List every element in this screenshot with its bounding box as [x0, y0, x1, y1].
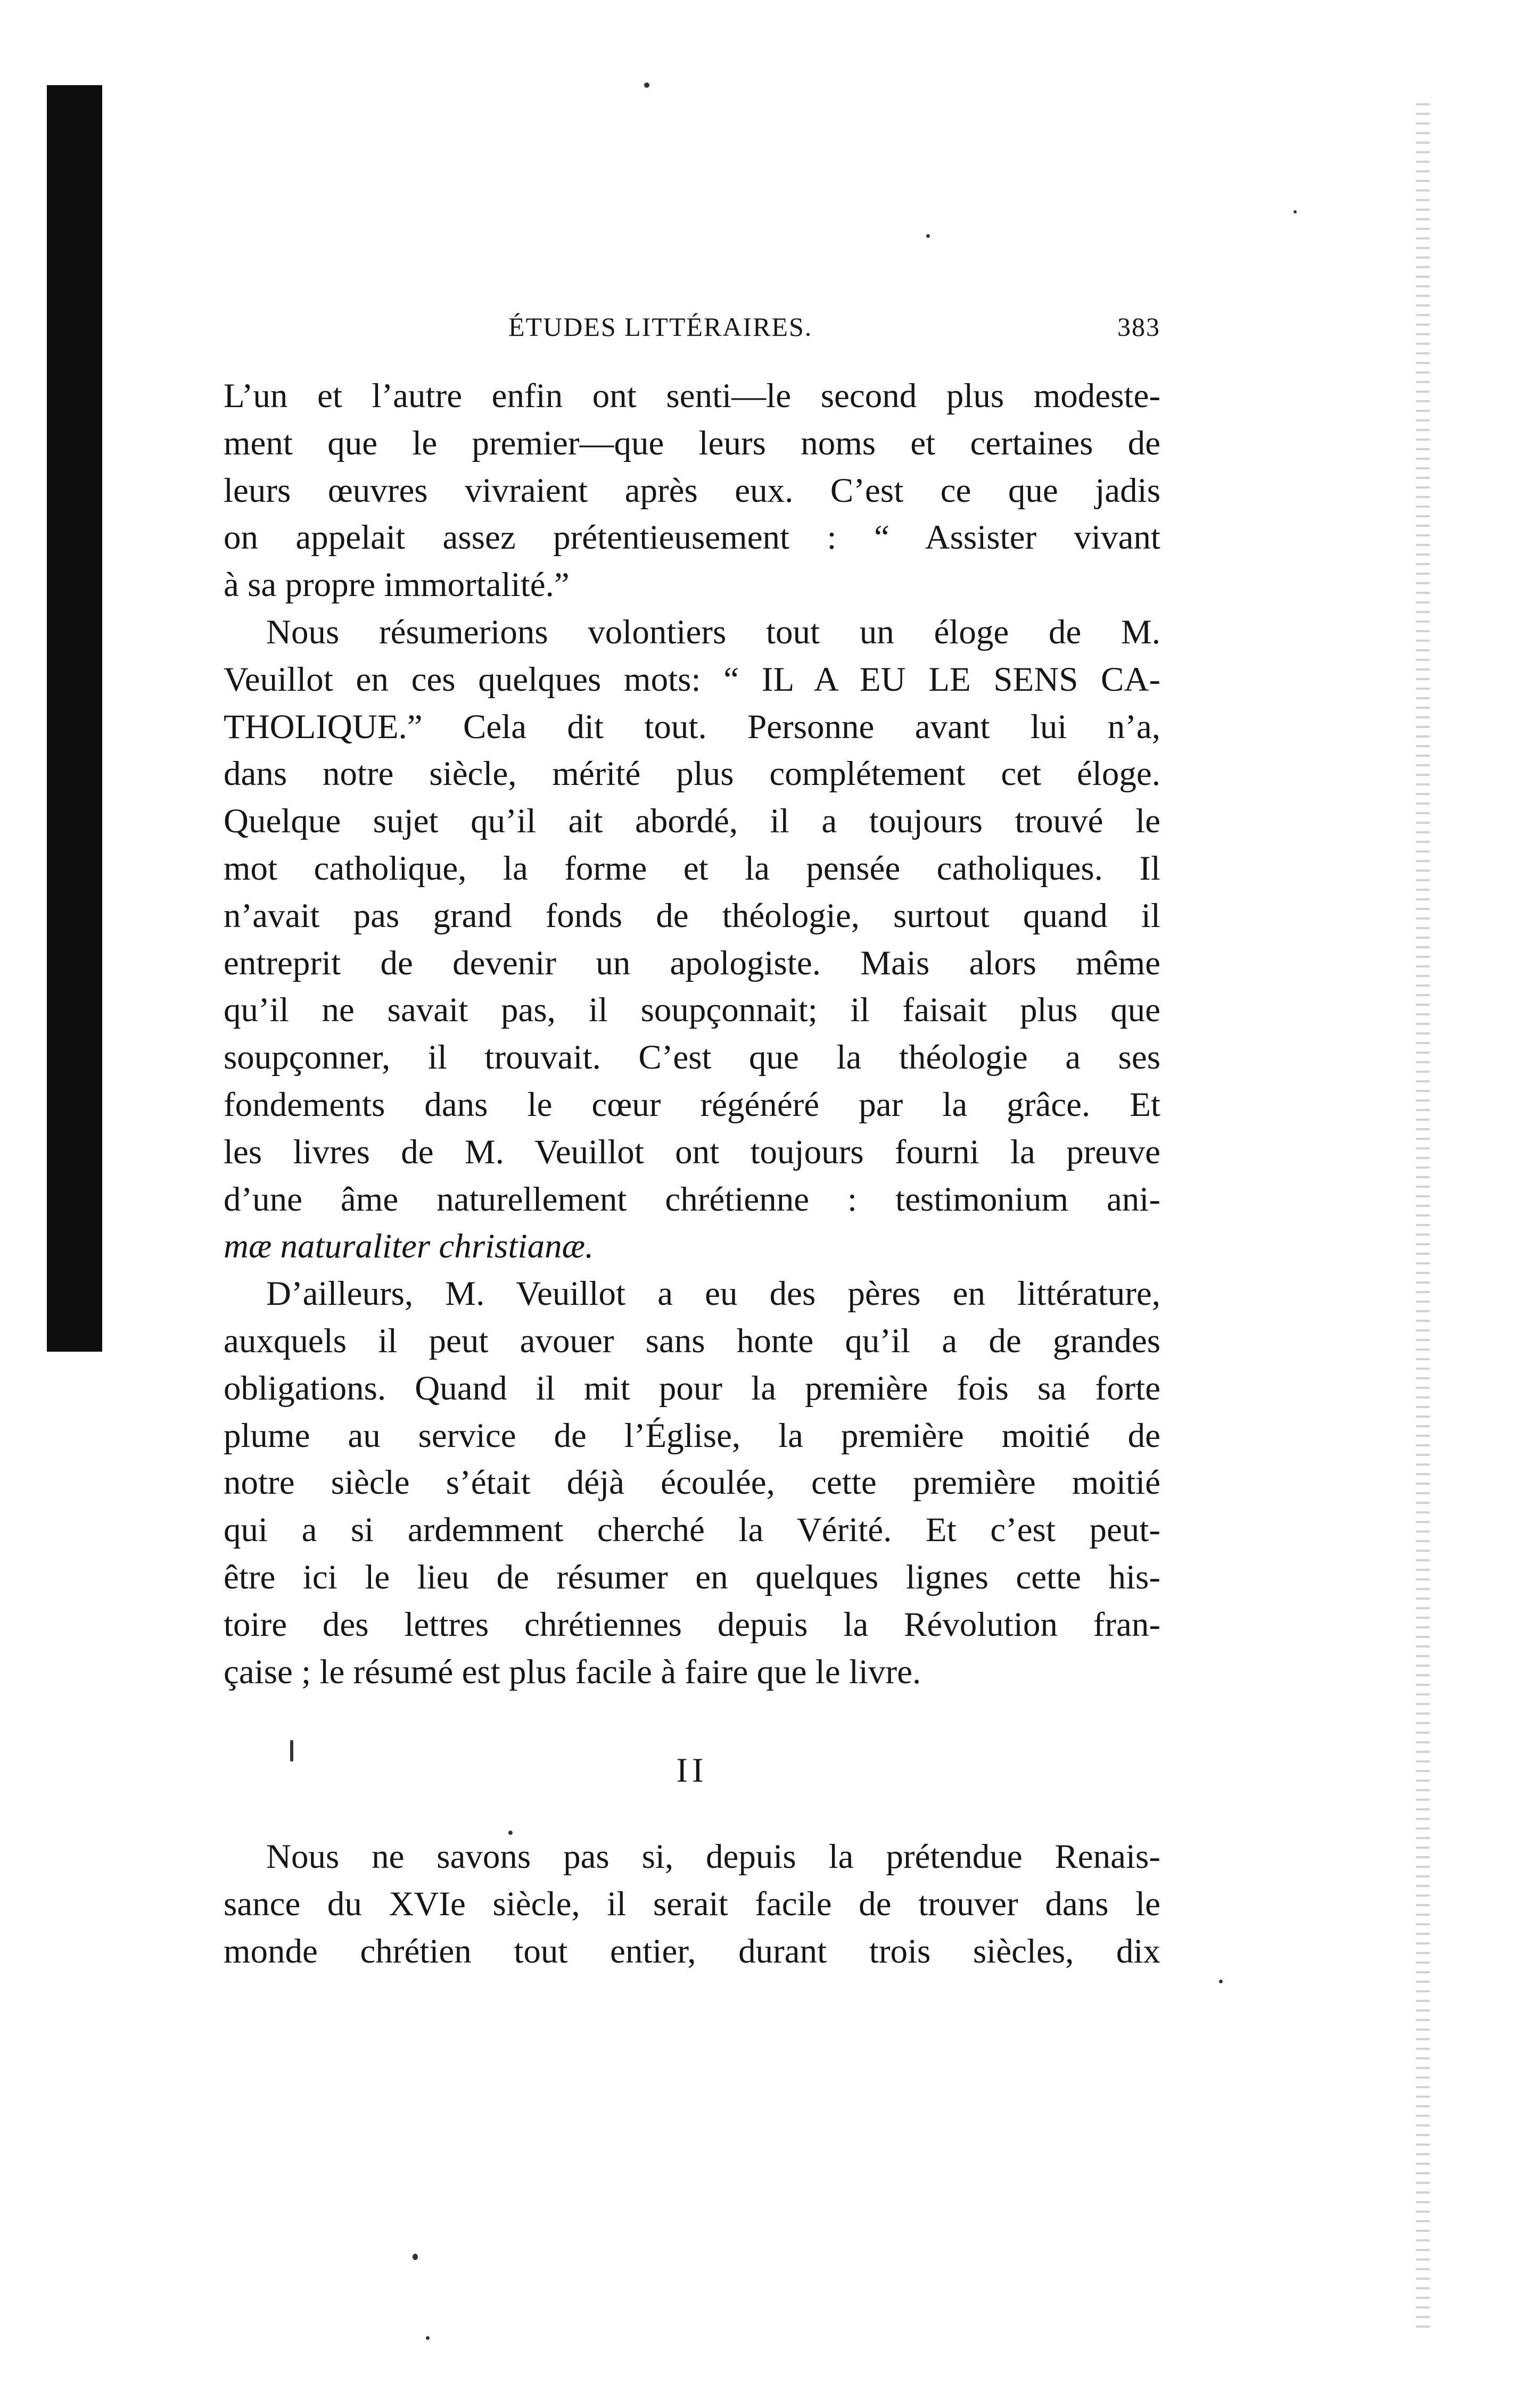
text-line: monde chrétien tout entier, durant trois siècles, dix — [224, 1932, 1160, 1971]
text-line: fondements dans le cœur régénéré par la grâce. Et — [224, 1085, 1160, 1124]
text-line: mot catholique, la forme et la pensée catholiques. Il — [224, 849, 1160, 888]
text-line: obligations. Quand il mit pour la première fois sa forte — [224, 1369, 1160, 1408]
scan-speck — [644, 82, 649, 88]
text-line: Quelque sujet qu’il ait abordé, il a toujours trouvé le — [224, 802, 1160, 841]
text-line: L’un et l’autre enfin ont senti—le second plus modeste- — [224, 377, 1160, 415]
scan-speck — [1294, 210, 1297, 213]
text-line: n’avait pas grand fonds de théologie, surtout quand il — [224, 896, 1160, 935]
body-text — [224, 373, 1160, 1695]
right-edge-scan-noise — [1416, 96, 1430, 2331]
text-line: soupçonner, il trouvait. C’est que la théologie a ses — [224, 1038, 1160, 1077]
section-body-text — [224, 1833, 1160, 1975]
text-line: çaise ; le résumé est plus facile à faire que le livre. — [224, 1652, 921, 1691]
binding-shadow — [47, 85, 102, 1352]
scan-speck — [290, 1740, 293, 1761]
text-line: qui a si ardemment cherché la Vérité. Et c’est peut- — [224, 1511, 1160, 1550]
running-title: ÉTUDES LITTÉRAIRES. — [508, 312, 813, 342]
text-line: entreprit de devenir un apologiste. Mais alors même — [224, 944, 1160, 982]
scan-speck — [426, 2336, 430, 2340]
section-heading: II — [676, 1751, 708, 1790]
text-line: à sa propre immortalité.” — [224, 566, 570, 605]
page-number: 383 — [1117, 312, 1160, 342]
page-header — [224, 311, 1160, 349]
text-line: sance du XVIe siècle, il serait facile de trouver dans le — [224, 1884, 1160, 1923]
text-line: on appelait assez prétentieusement : “ Assister vivant — [224, 518, 1160, 557]
text-line: leurs œuvres vivraient après eux. C’est ce que jadis — [224, 471, 1160, 510]
text-line: d’une âme naturellement chrétienne : testimonium ani- — [224, 1180, 1160, 1219]
text-line: Nous résumerions volontiers tout un éloge de M. — [266, 613, 1160, 651]
text-line: auxquels il peut avouer sans honte qu’il a de grandes — [224, 1321, 1160, 1360]
scan-speck — [926, 234, 930, 238]
text-line: notre siècle s’était déjà écoulée, cette première moitié — [224, 1463, 1160, 1502]
scan-speck — [508, 1831, 513, 1835]
text-line: D’ailleurs, M. Veuillot a eu des pères en littérature, — [266, 1275, 1160, 1313]
text-line: plume au service de l’Église, la première moitié de — [224, 1416, 1160, 1455]
text-line: mæ naturaliter christianæ. — [224, 1227, 594, 1266]
text-line: toire des lettres chrétiennes depuis la Révolution fran- — [224, 1605, 1160, 1644]
text-line: Nous ne savons pas si, depuis la prétendue Renais- — [266, 1838, 1160, 1876]
text-line: être ici le lieu de résumer en quelques lignes cette his- — [224, 1558, 1160, 1596]
text-line: THOLIQUE.” Cela dit tout. Personne avant lui n’a, — [224, 707, 1160, 746]
text-line: ment que le premier—que leurs noms et certaines de — [224, 424, 1160, 462]
text-line: Veuillot en ces quelques mots: “ IL A EU LE SENS CA- — [224, 660, 1160, 699]
text-line: les livres de M. Veuillot ont toujours fourni la preuve — [224, 1132, 1160, 1171]
text-line: dans notre siècle, mérité plus complétement cet éloge. — [224, 755, 1160, 793]
scan-speck — [413, 2254, 418, 2260]
text-line: qu’il ne savait pas, il soupçonnait; il faisait plus que — [224, 991, 1160, 1030]
scan-speck — [1219, 1980, 1223, 1983]
